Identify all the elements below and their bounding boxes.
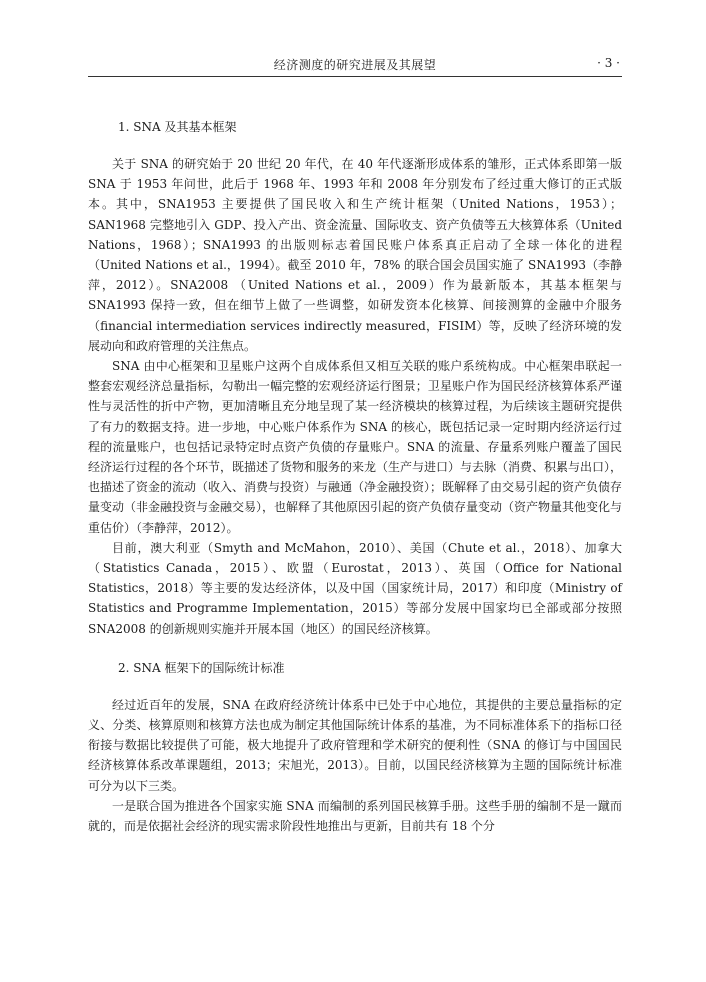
paragraph: 一是联合国为推进各个国家实施 SNA 而编制的系列国民核算手册。这些手册的编制不是一蹴而就的，而是依据社会经济的现实需求阶段性地推出与更新，目前共有 18 个分 [88, 798, 622, 834]
paragraph: SNA 由中心框架和卫星账户这两个自成体系但又相互关联的账户系统构成。中心框架串联起一整套宏观经济总量指标，勾勒出一幅完整的宏观经济运行图景；卫星账户作为国民经济核算体系严谨性与灵活性的折中产物，更加清晰且充分地呈现了某一经济模块的核算过程，为后续该主题研究提供了有力的数据支持。进一步地，中心账户体系作为 SNA 的核心，既包括记录一定时期内经济运行过程的流量账户，也包括记录特定时点资产负债的存量账户。SNA 的流量、存量系列账户覆盖了国民经济运行过程的各个环节，既描述了货物和服务的来龙（生产与进口）与去脉（消费、积累与出口），也描述了资金的流动（收入、消费与投资）与融通（净金融投资）；既解释了由交易引起的资产负债存量变动（非金融投资与金融交易），也解释了其他原因引起的资产负债存量变动（资产物量其他变化与重估价）（李静萍，2012）。 [88, 359, 623, 535]
running-title: 经济测度的研究进展及其展望 [273, 58, 437, 72]
section-heading: 1. SNA 及其基本框架 [118, 120, 237, 134]
paragraph: 经过近百年的发展，SNA 在政府经济统计体系中已处于中心地位，其提供的主要总量指标的定义、分类、核算原则和核算方法也成为制定其他国际统计体系的基准，为不同标准体系下的指标口径衔接与数据比较提供了可能，极大地提升了政府管理和学术研究的便利性（SNA 的修订与中国国民经济核算体系改革课题组，2013；宋旭光，2013）。目前，以国民经济核算为主题的国际统计标准可分为以下三类。 [88, 697, 622, 793]
page-header [88, 50, 622, 77]
paragraph: 关于 SNA 的研究始于 20 世纪 20 年代，在 40 年代逐渐形成体系的雏形，正式体系即第一版 SNA 于 1953 年问世，此后于 1968 年、1993 年和 2008 年分别发布了经过重大修订的正式版本。其中，SNA1953 主要提供了国民收入和生产统计框架（United Nations，1953）；SAN1968 完整地引入 GDP、投入产出、资金流量、国际收支、资产负债等五大核算体系（United Nations，1968）；SNA1993 的出版则标志着国民账户体系真正启动了全球一体化的进程（United Nations et al.，1994）。截至 2010 年，78% 的联合国会员国实施了 SNA1993（李静萍，2012）。SNA2008 （United Nations et al.，2009）作为最新版本，其基本框架与 SNA1993 保持一致，但在细节上做了一些调整，如研发资本化核算、间接测算的金融中介服务（financial intermediation services indirectly measured，FISIM）等，反映了经济环境的发展动向和政府管理的关注焦点。 [88, 157, 622, 353]
article-body [88, 96, 622, 836]
page-number: · 3 · [597, 56, 620, 70]
section-heading: 2. SNA 框架下的国际统计标准 [118, 660, 285, 675]
paragraph: 目前，澳大利亚（Smyth and McMahon，2010）、美国（Chute et al.，2018）、加拿大（Statistics Canada，2015）、欧盟（Eurostat，2013）、英国（Office for National Statistics，2018）等主要的发达经济体，以及中国（国家统计局，2017）和印度（Ministry of Statistics and Programme Implementation，2015）等部分发展中国家均已全部或部分按照 SNA2008 的创新规则实施并开展本国（地区）的国民经济核算。 [88, 540, 622, 636]
